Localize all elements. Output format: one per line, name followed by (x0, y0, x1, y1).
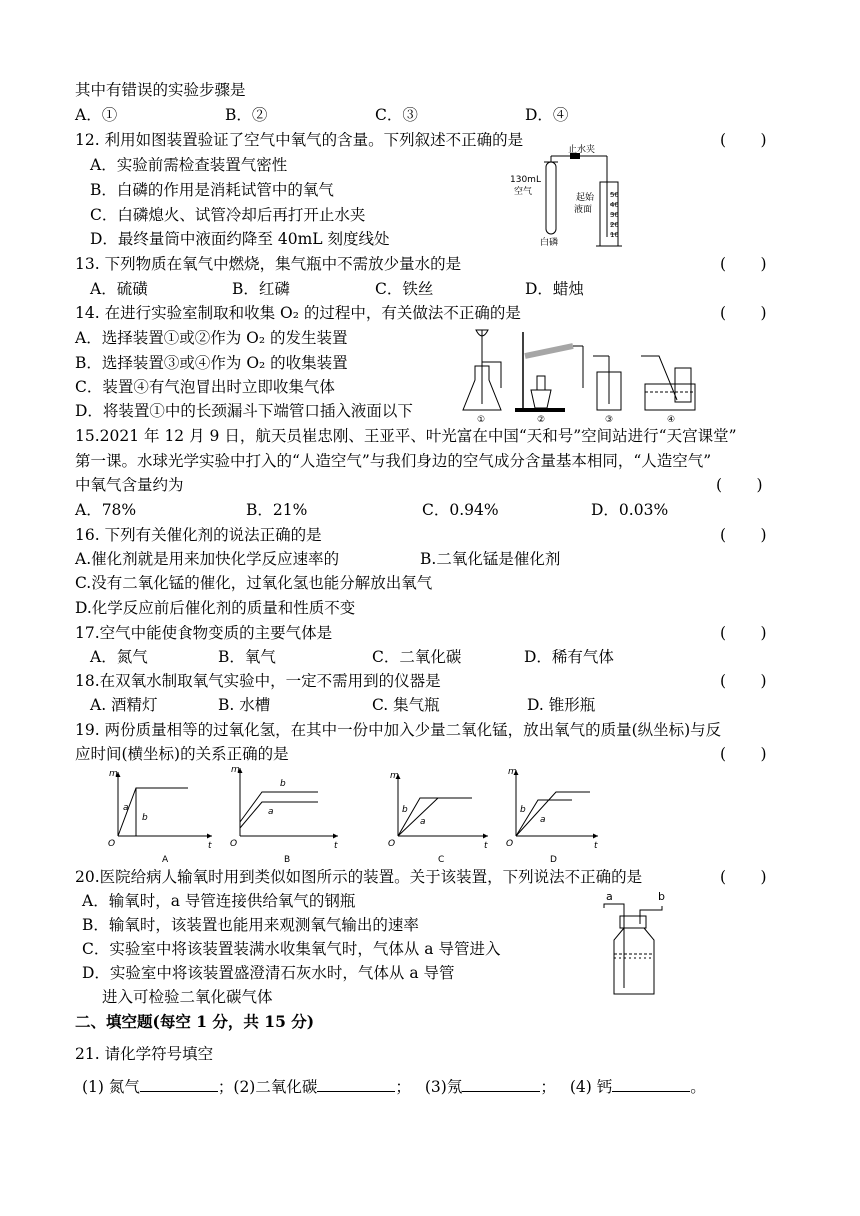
q12-label-air: 空气 (514, 187, 533, 197)
q14-option-c: C．装置④有气泡冒出时立即收集气体 (75, 378, 335, 396)
q19-graph-b-label: B (284, 855, 291, 865)
q19-graph-d-curve-a: a (540, 815, 546, 825)
q16-stem: 16. 下列有关催化剂的说法正确的是 (75, 526, 322, 544)
q21-separator-3: ； (540, 1078, 556, 1096)
q18-stem: 18.在双氧水制取氧气实验中，一定不需用到的仪器是 (75, 672, 441, 690)
q21-blank-4[interactable] (612, 1077, 690, 1092)
q11-option-a: A．① (75, 106, 118, 124)
q19-graph-b-axis-y: m (231, 765, 240, 775)
q19-graph-a-origin: O (108, 839, 116, 849)
q13-option-d: D．蜡烛 (525, 280, 584, 298)
q19-graph-d-origin: O (506, 839, 514, 849)
q12-apparatus-figure (510, 145, 640, 252)
q12-label-level: 液面 (574, 205, 593, 215)
q15-option-b: B．21% (246, 501, 308, 519)
q15-line-3: 中氧气含量约为 (75, 476, 184, 494)
q11-stem: 其中有错误的实验步骤是 (75, 81, 246, 99)
q19-graph-a (100, 768, 218, 866)
q13-option-c: C．铁丝 (375, 280, 434, 298)
q18-answer-paren: ( ) (720, 672, 767, 690)
q16-option-b: B.二氧化锰是催化剂 (420, 550, 561, 568)
q12-label-start: 起始 (576, 193, 595, 203)
q19-graph-c-origin: O (388, 839, 396, 849)
q18-option-d: D. 锥形瓶 (527, 696, 596, 714)
q21-stem: 21. 请化学符号填空 (75, 1045, 214, 1063)
q21-item-3-label: (3)氖 (424, 1078, 463, 1096)
q19-graph-a-label: A (162, 855, 169, 865)
q12-scale-20: 20 (610, 221, 619, 229)
q12-answer-paren: ( ) (720, 131, 767, 149)
q12-option-b: B．白磷的作用是消耗试管中的氧气 (90, 181, 334, 199)
q20-option-b: B．输氧时，该装置也能用来观测氧气输出的速率 (82, 916, 419, 934)
q15-line-1: 15.2021 年 12 月 9 日，航天员崔忠刚、王亚平、叶光富在中国“天和号”空间站进行“天宫课堂” (75, 427, 737, 445)
q20-label-a: a (606, 890, 613, 903)
q12-stem: 12. 利用如图装置验证了空气中氧气的含量。下列叙述不正确的是 (75, 131, 524, 149)
q12-option-a: A．实验前需检查装置气密性 (90, 156, 288, 174)
q12-option-d: D．最终量筒中液面约降至 40mL 刻度线处 (90, 230, 390, 248)
q14-label-1: ① (477, 415, 486, 425)
q19-graph-c-axis-y: m (390, 771, 399, 781)
q15-option-c: C．0.94% (422, 501, 499, 519)
q20-option-c: C．实验室中将该装置装满水收集氧气时，气体从 a 导管进入 (82, 940, 501, 958)
q19-graph-c (382, 770, 494, 866)
q14-apparatus-figure (455, 328, 700, 424)
q21-separator-2: ； (395, 1078, 411, 1096)
q21-blank-1[interactable] (140, 1077, 218, 1092)
q12-label-phosphorus: 白磷 (540, 238, 559, 248)
q19-graph-b (222, 764, 344, 866)
q13-option-a: A．硫磺 (90, 280, 148, 298)
q21-blank-3[interactable] (462, 1077, 540, 1092)
q20-stem: 20.医院给病人输氧时用到类似如图所示的装置。关于该装置，下列说法不正确的是 (75, 868, 643, 886)
q17-option-a: A．氮气 (90, 648, 148, 666)
q17-option-d: D．稀有气体 (524, 648, 614, 666)
q19-graph-a-curve-b: b (142, 813, 148, 823)
q11-option-b: B．② (225, 106, 268, 124)
q13-stem: 13. 下列物质在氧气中燃烧，集气瓶中不需放少量水的是 (75, 255, 462, 273)
q17-answer-paren: ( ) (720, 624, 767, 642)
q12-label-clamp: 止水夹 (568, 145, 596, 155)
q16-option-a: A.催化剂就是用来加快化学反应速率的 (75, 550, 340, 568)
q17-option-c: C．二氧化碳 (372, 648, 462, 666)
section-2-title: 二、填空题(每空 1 分，共 15 分) (75, 1012, 315, 1031)
q16-option-d: D.化学反应前后催化剂的质量和性质不变 (75, 599, 356, 617)
q20-label-b: b (658, 890, 665, 903)
q13-answer-paren: ( ) (720, 255, 767, 273)
q13-option-b: B．红磷 (232, 280, 290, 298)
q21-blank-2[interactable] (317, 1077, 395, 1092)
q19-graph-b-curve-b: b (280, 779, 286, 789)
q20-option-d-continued: 进入可检验二氧化碳气体 (102, 988, 273, 1006)
q14-answer-paren: ( ) (720, 304, 767, 322)
q12-label-air-volume: 130mL (510, 175, 541, 185)
q16-option-c: C.没有二氧化锰的催化，过氧化氢也能分解放出氧气 (75, 574, 433, 592)
q20-option-a: A．输氧时，a 导管连接供给氧气的钢瓶 (82, 892, 356, 910)
q14-option-b: B．选择装置③或④作为 O₂ 的收集装置 (75, 354, 348, 372)
q14-option-d: D．将装置①中的长颈漏斗下端管口插入液面以下 (75, 402, 413, 420)
q21-item-2-label: ；(2)二氧化碳 (217, 1078, 318, 1096)
q18-option-b: B. 水槽 (218, 696, 271, 714)
q19-graph-b-curve-a: a (268, 807, 274, 817)
q15-option-d: D．0.03% (591, 501, 669, 519)
q19-graph-c-label: C (438, 855, 445, 865)
q21-item-4-label: (4) 钙 (569, 1078, 613, 1096)
q19-line-1: 19. 两份质量相等的过氧化氢，在其中一份中加入少量二氧化锰，放出氧气的质量(纵坐标)与反 (75, 721, 722, 739)
q14-stem: 14. 在进行实验室制取和收集 O₂ 的过程中，有关做法不正确的是 (75, 304, 521, 322)
q11-option-d: D．④ (525, 106, 569, 124)
q20-option-d: D．实验室中将该装置盛澄清石灰水时，气体从 a 导管 (82, 964, 455, 982)
q21-item-1-label: (1) 氮气 (82, 1078, 140, 1096)
q19-graph-d-axis-x: t (594, 841, 598, 851)
q16-answer-paren: ( ) (720, 526, 767, 544)
q14-label-4: ④ (667, 415, 676, 425)
q15-line-2: 第一课。水球光学实验中打入的“人造空气”与我们身边的空气成分含量基本相同，“人造空气” (75, 452, 712, 470)
q12-scale-50: 50 (610, 191, 619, 199)
q12-scale-30: 30 (610, 211, 619, 219)
q15-answer-paren: ( ) (716, 476, 763, 494)
q19-graph-a-curve-a: a (123, 803, 129, 813)
q19-graph-a-axis-y: m (109, 769, 118, 779)
q15-option-a: A．78% (75, 501, 137, 519)
q11-option-c: C．③ (375, 106, 418, 124)
q19-graph-a-axis-x: t (208, 841, 212, 851)
q12-option-c: C．白磷熄火、试管冷却后再打开止水夹 (90, 206, 366, 224)
q19-graph-c-curve-a: a (420, 817, 426, 827)
q21-end: 。 (690, 1078, 706, 1096)
q19-graph-d-curve-b: b (520, 805, 526, 815)
q19-graph-b-origin: O (230, 839, 238, 849)
q20-answer-paren: ( ) (720, 868, 767, 886)
q17-stem: 17.空气中能使食物变质的主要气体是 (75, 624, 333, 642)
q17-option-b: B．氧气 (218, 648, 276, 666)
q19-graph-d-axis-y: m (508, 767, 517, 777)
q18-option-a: A. 酒精灯 (90, 696, 158, 714)
q19-graph-c-curve-b: b (402, 805, 408, 815)
q18-option-c: C. 集气瓶 (372, 696, 440, 714)
q19-graph-c-axis-x: t (484, 841, 488, 851)
q14-label-3: ③ (605, 415, 614, 425)
q19-graph-d-label: D (550, 855, 557, 865)
q14-label-2: ② (537, 415, 546, 425)
q19-graph-b-axis-x: t (334, 841, 338, 851)
q19-graph-d (500, 766, 604, 866)
q19-line-2: 应时间(横坐标)的关系正确的是 (75, 745, 289, 763)
q19-answer-paren: ( ) (720, 745, 767, 763)
q20-gas-bottle-figure (596, 888, 676, 998)
q21-items (82, 1077, 706, 1097)
q14-option-a: A．选择装置①或②作为 O₂ 的发生装置 (75, 329, 348, 347)
q12-scale-10: 10 (610, 231, 619, 239)
q12-scale-40: 40 (610, 201, 619, 209)
